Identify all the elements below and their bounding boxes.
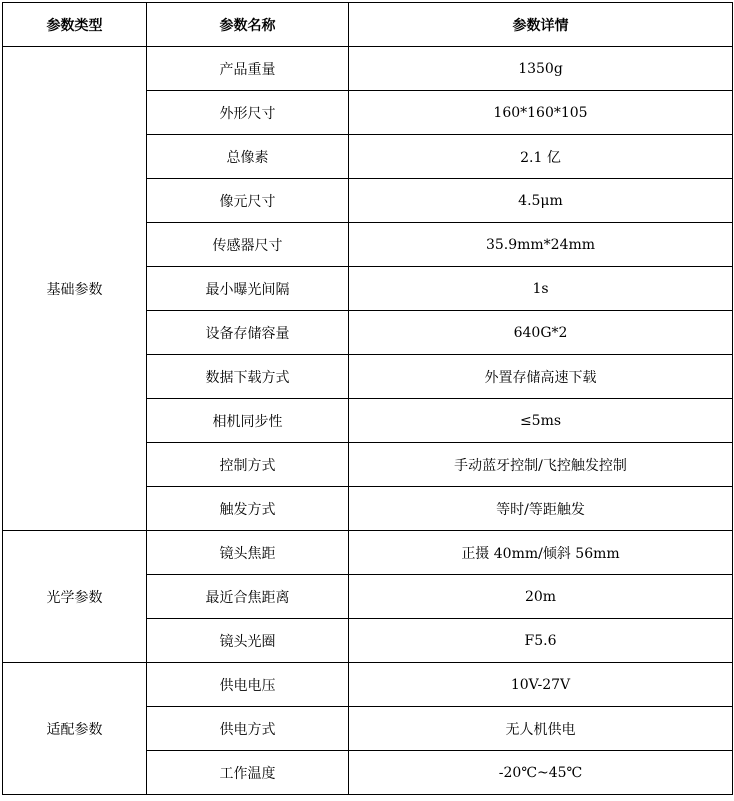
header-type: 参数类型 <box>3 3 147 47</box>
param-detail-cell: 正摄 40mm/倾斜 56mm <box>349 531 733 575</box>
param-name-cell: 传感器尺寸 <box>147 223 349 267</box>
table-body <box>3 47 733 795</box>
param-name-cell: 供电方式 <box>147 707 349 751</box>
param-detail-cell: 等时/等距触发 <box>349 487 733 531</box>
param-type-cell: 适配参数 <box>3 663 147 795</box>
param-name-cell: 控制方式 <box>147 443 349 487</box>
param-detail-cell: ≤5ms <box>349 399 733 443</box>
param-name-cell: 相机同步性 <box>147 399 349 443</box>
param-name-cell: 镜头焦距 <box>147 531 349 575</box>
header-detail: 参数详情 <box>349 3 733 47</box>
param-name-cell: 最近合焦距离 <box>147 575 349 619</box>
param-detail-cell: 4.5μm <box>349 179 733 223</box>
param-name-cell: 触发方式 <box>147 487 349 531</box>
param-detail-cell: 手动蓝牙控制/飞控触发控制 <box>349 443 733 487</box>
param-name-cell: 产品重量 <box>147 47 349 91</box>
param-name-cell: 数据下载方式 <box>147 355 349 399</box>
param-name-cell: 工作温度 <box>147 751 349 795</box>
param-name-cell: 设备存储容量 <box>147 311 349 355</box>
header-name: 参数名称 <box>147 3 349 47</box>
param-type-cell: 光学参数 <box>3 531 147 663</box>
param-detail-cell: F5.6 <box>349 619 733 663</box>
param-detail-cell: 无人机供电 <box>349 707 733 751</box>
param-detail-cell: 35.9mm*24mm <box>349 223 733 267</box>
param-detail-cell: 640G*2 <box>349 311 733 355</box>
header-row <box>3 3 733 47</box>
table-row <box>3 47 733 91</box>
param-detail-cell: -20℃~45℃ <box>349 751 733 795</box>
param-detail-cell: 2.1 亿 <box>349 135 733 179</box>
table-row <box>3 531 733 575</box>
param-name-cell: 总像素 <box>147 135 349 179</box>
param-name-cell: 镜头光圈 <box>147 619 349 663</box>
param-detail-cell: 1350g <box>349 47 733 91</box>
param-type-cell: 基础参数 <box>3 47 147 531</box>
table-row <box>3 663 733 707</box>
param-detail-cell: 160*160*105 <box>349 91 733 135</box>
param-detail-cell: 20m <box>349 575 733 619</box>
spec-table <box>2 2 733 795</box>
param-name-cell: 最小曝光间隔 <box>147 267 349 311</box>
param-name-cell: 像元尺寸 <box>147 179 349 223</box>
param-detail-cell: 10V-27V <box>349 663 733 707</box>
param-detail-cell: 外置存储高速下载 <box>349 355 733 399</box>
param-name-cell: 外形尺寸 <box>147 91 349 135</box>
param-detail-cell: 1s <box>349 267 733 311</box>
param-name-cell: 供电电压 <box>147 663 349 707</box>
